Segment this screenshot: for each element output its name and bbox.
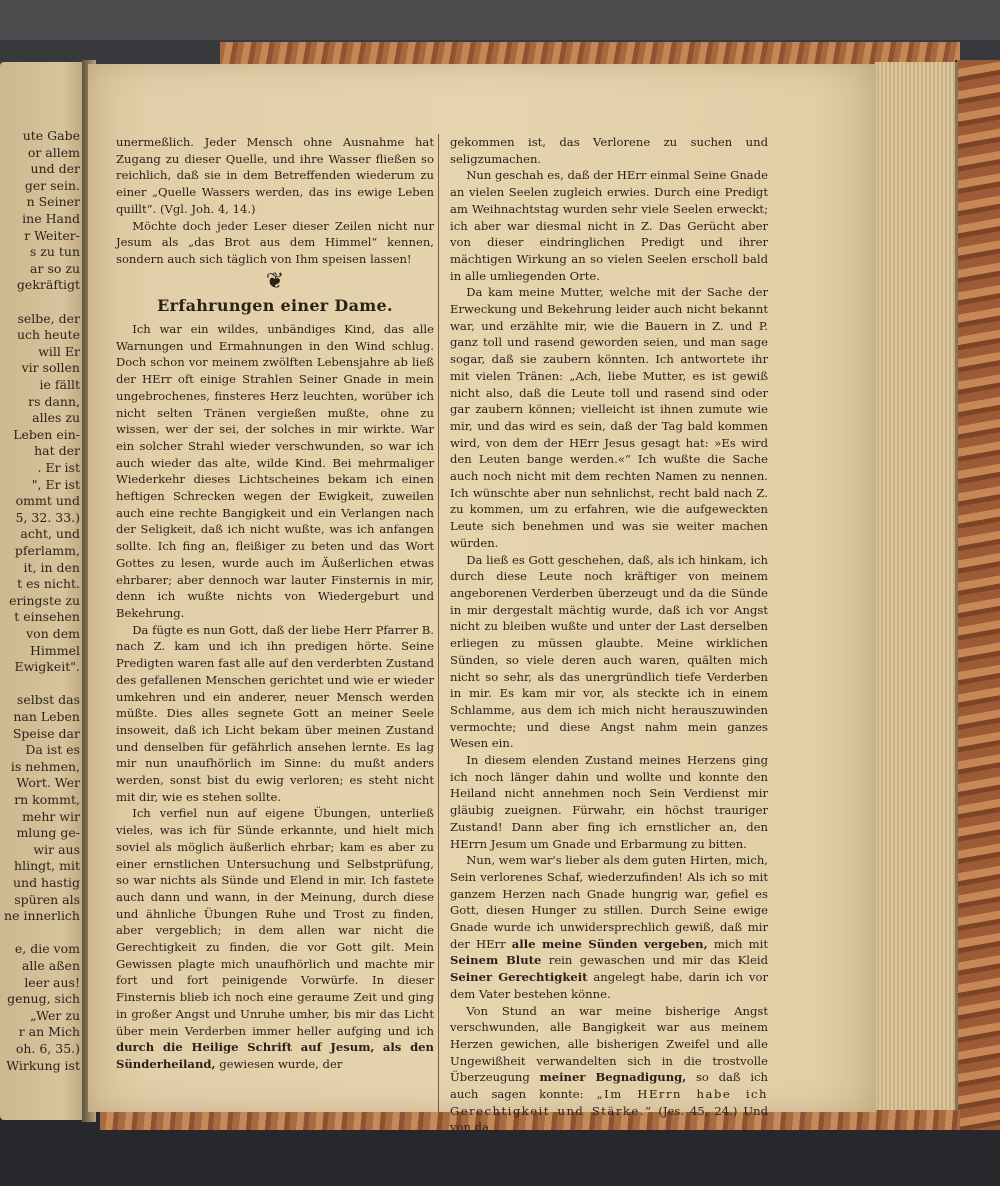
left-page-text-fragment: alles zu [32,410,80,426]
body-text: mich mit [713,936,768,951]
body-text: Ich verfiel nun auf eigene Übungen, unterließ vieles, was ich für Sünde erkannte, und hielt mich soviel als möglich äußerlich ehrbar; kam es aber zu einer ernstlichen Untersuchung und Selbstprüfung, so war nichts als Sünde und Elend in mir. Ich fastete auch dann und wann, in der Meinung, durch diese und ähnliche Übungen Ruhe und Trost zu finden, aber vergeblich; in dem allen war nicht die Gerechtigkeit zu finden, die vor Gott gilt. Mein Gewissen plagte mich unaufhörlich und machte mir fort und fort peinigende Vorwürfe. In dieser Finsternis blieb ich noch eine geraume Zeit und ging in großer Angst und Unruhe umher, bis mir das Licht über mein Verderben immer heller aufging und ich [116,806,434,1038]
book-cover-top-edge [220,42,960,66]
left-page-text-fragment: hlingt, mit [14,858,80,874]
left-page-text-fragment: Ewigkeit". [14,659,80,675]
left-page-text-fragment: Da ist es [25,742,80,758]
bold-phrase: durch die Heilige Schrift auf Jesum, [116,1040,375,1055]
left-page-text-fragment: nan Leben [13,709,80,724]
book-cover-right [955,60,1000,1130]
bold-phrase: alle meine Sünden vergeben, [511,936,708,951]
left-page-text-fragment: s zu tun [29,244,80,260]
body-text: rein gewaschen und mir das Kleid [548,953,769,968]
body-paragraph: Da kam meine Mutter, welche mit der Sache der Erweckung und Bekehrung leider auch nicht bekannt war, und erzählte mir, wie die Bauern in Z. und P. ganz toll und rasend geworden seien, und man sage sogar, daß sie zaubern könnten. Ich antwortete ihr mit vielen Tränen: „Ach, liebe Mutter, es ist gewiß nicht also, daß die Leute toll und rasend sind oder gar zaubern können; vielleicht ist ihnen zumute wie mir, und das wird es sein, daß der Tag bald kommen wird, von dem der HErr Jesus gesagt hat: »Es wird den Leuten bange werden.«“ Ich wußte die Sache auch noch nicht mit dem rechten Namen zu nennen. Ich wünschte aber nun sehnlichst, recht bald nach Z. zu kommen, um zu erfahren, wie die aufgeweckten Leute sich benehmen und was sie weiter machen würden. [450,285,768,550]
body-paragraph [116,805,434,1072]
left-page-text-fragment: uch heute [17,327,80,343]
left-page-text-fragment: mehr wir [22,808,80,824]
left-page-text-fragment: rs dann, [28,393,80,409]
left-page-text-fragment: von dem [26,626,80,641]
left-page-text-fragment: selbe, der [17,310,80,326]
left-page-text-fragment: e, die vom [14,941,80,957]
left-page-text-fragment: r Weiter- [24,227,80,243]
left-page-text-fragment: spüren als [14,891,80,907]
body-paragraph [450,1003,768,1137]
left-page-text-fragment: ", Er ist [31,476,80,492]
left-page-text-fragment: ine Hand [22,211,80,226]
left-page-text-fragment: Speise dar [12,725,80,741]
left-page-text-fragment: eringste zu [9,592,80,608]
left-page-text-fragment: selbst das [16,692,80,708]
bold-phrase: meiner Begnadigung, [539,1070,687,1085]
page-block-edge [875,62,958,1112]
left-page-text-fragment: hat der [34,443,80,459]
left-page-text-fragment: ne innerlich [4,908,80,924]
left-page-text-fragment: ger sein. [24,177,80,193]
left-page-text-fragment: vir sollen [21,360,80,376]
left-page-text-fragment: r an Mich [18,1024,80,1040]
body-paragraph: Da fügte es nun Gott, daß der liebe Herr Pfarrer B. nach Z. kam und ich ihn predigen hörte. Seine Predigten waren fast alle auf den verderbten Zustand des gefallenen Menschen gerichtet und wie er wieder umkehren und ein anderer, neuer Mensch werden müßte. Dies alles segnete Gott an meiner Seele insoweit, daß ich Licht bekam über meinen Zustand und denselben für gefährlich ansehen lernte. Es lag mir nun unaufhörlich im Sinne: du mußt anders werden, sonst bist du ewig verloren; es steht nicht mit dir, wie es stehen sollte. [116,622,434,804]
left-page-text-fragment: is nehmen, [10,758,80,774]
fleuron-ornament-icon: ❦ [265,268,285,294]
body-paragraph: gekommen ist, das Verlorene zu suchen und seligzumachen. [450,135,768,166]
left-page-text-fragment: oh. 6, 35.) [15,1041,80,1056]
left-page-text-fragment: ar so zu [30,260,80,276]
left-page-fragment [0,62,90,1120]
bold-phrase: als den Sünderheiland, [116,1040,434,1071]
left-page-text-fragment: gekräftigt [16,277,80,293]
left-page-text-fragment: genug, sich [7,991,80,1007]
left-page-text-fragment: t es nicht. [17,576,80,592]
bold-phrase: Seinem Blute [450,953,542,968]
left-page-text-fragment: ie fällt [39,377,80,392]
intro-paragraph: Möchte doch jeder Leser dieser Zeilen nicht nur Jesum als „das Brot aus dem Himmel“ kennen, sondern auch sich täglich von Ihm speisen lassen! [116,218,434,266]
body-paragraph: Ich war ein wildes, unbändiges Kind, das alle Warnungen und Ermahnungen in den Wind schlug. Doch schon vor meinem zwölften Lebensjahre ab ließ der HErr oft einige Strahlen Seiner Gnade in mein ungebrochenes, finsteres Herz leuchten, worüber ich nicht selten Tränen vergießen mußte, ohne zu wissen, wer der sei, der solches in mir wirkte. War ein solcher Strahl wieder verschwunden, so war ich auch wieder das alte, wilde Kind. Bei mehrmaliger Wiederkehr dieses Lichtscheines bekam ich einen heftigen Schrecken wegen der Ewigkeit, zuweilen auch eine rechte Bangigkeit und ein Verlangen nach der Seligkeit, daß ich nicht wußte, was ich anfangen sollte. Ich fing an, fleißiger zu beten und das Wort Gottes zu lesen, wurde auch im Äußerlichen etwas ehrbarer; aber dennoch war lauter Finsternis in mir, denn ich wußte nichts von Wiedergeburt und Bekehrung. [116,322,434,620]
body-text: Von Stund an war meine bisherige Angst verschwunden, alle Bangigkeit war aus meinem Herzen gewichen, alle bisherigen Zweifel und alle Ungewißheit verwandelten sich in die trostvolle Überzeugung [450,1003,768,1085]
left-page-text-fragment: und hastig [12,875,80,890]
right-page [88,64,876,1135]
left-page-text-fragment: it, in den [23,559,80,575]
left-page-text-fragment: rn kommt, [14,792,80,807]
left-page-text-fragment: Wirkung ist [6,1057,80,1073]
left-page-text-fragment: n Seiner [26,194,80,210]
left-page-text-fragment: acht, und [20,526,80,542]
left-page-text-fragment: mlung ge- [16,825,80,841]
table-surface [0,0,1000,40]
left-page-text-fragment: will Er [38,343,80,359]
body-text: Nun, wem war's lieber als dem guten Hirten, mich, Sein verlorenes Schaf, wiederzufinden! Als ich so mit ganzem Herzen nach Gnade hungrig war, gefiel es Gott, diesen Hunger zu stillen. Durch Seine ewige Gnade wurde ich unwidersprechlich gewiß, daß mir der HErr [450,853,768,951]
body-paragraph [450,852,768,1002]
left-page-text-fragment: Wort. Wer [16,775,80,791]
left-page-text-fragment: pferlamm, [14,543,80,558]
left-column [116,134,434,1073]
body-paragraph: Nun geschah es, daß der HErr einmal Seine Gnade an vielen Seelen zugleich erwies. Durch eine Predigt am Weihnachtstag wurden sehr viele Seelen erweckt; ich aber war diesmal nicht in Z. Das Gerücht aber von dieser eindringlichen Predigt und ihrer mächtigen Wirkung an so vielen Seelen erscholl bald in alle umliegenden Orte. [450,168,768,283]
right-column [450,134,768,1136]
intro-paragraph: unermeßlich. Jeder Mensch ohne Ausnahme hat Zugang zu dieser Quelle, und ihre Wasser fließen so reichlich, daß sie in dem Betreffenden wiederum zu einer „Quelle Wassers werden, das ins ewige Leben quillt“. (Vgl. Joh. 4, 14.) [116,135,434,216]
left-page-text-fragment: leer aus! [24,974,80,990]
body-paragraph: Da ließ es Gott geschehen, daß, als ich hinkam, ich durch diese Leute noch kräftiger von meinem angeborenen Verderben überzeugt und da die Sünde in mir dergestalt mächtig wurde, daß ich vor Angst nicht zu bleiben wußte und unter der Last derselben erliegen zu müssen glaubte. Meine wirklichen Sünden, so viele deren auch waren, quälten mich nicht so sehr, als das unergründlich tiefe Verderben in mir. Es kam mir vor, als steckte ich in einem Schlamme, aus dem ich mich nicht herauszuwinden vermochte; und diese Angst nahm mein ganzes Wesen ein. [450,552,768,751]
body-text: angelegt habe, darin ich vor dem Vater bestehen könne. [450,970,768,1001]
left-page-text-fragment: . Er ist [37,460,80,475]
left-page-text-fragment: 5, 32. 33.) [15,509,80,525]
left-page-text-fragment: t einsehen [14,609,80,625]
article-title: Erfahrungen einer Dame. [157,296,393,316]
body-paragraph: In diesem elenden Zustand meines Herzens ging ich noch länger dahin und wollte und konnte den Heiland nicht annehmen noch Sein Verdienst mir gläubig zueignen. Fürwahr, ein höchst trauriger Zustand! Dann aber fing ich ernstlicher an, den HErrn Jesum um Gnade und Erbarmung zu bitten. [450,753,768,851]
left-page-text-fragment: und der [30,161,80,177]
spaced-quote: „Im HErrn habe ich Gerechtigkeit und Stärke.“ [450,1087,768,1118]
left-page-text-fragment: ute Gabe [22,128,80,143]
body-text: (Jes. 45, 24.) Und von da [450,1103,769,1135]
column-divider [438,134,439,1114]
left-page-text-fragment: ommt und [15,493,80,509]
left-page-text-fragment: Leben ein- [13,426,80,442]
left-page-text-fragment: Himmel [30,642,80,658]
left-page-text-fragment: „Wer zu [30,1007,80,1023]
left-page-text-fragment: or allem [27,144,80,160]
left-page-text-fragment: alle aßen [21,958,80,973]
left-page-text-fragment: wir aus [33,841,80,857]
body-text: gewiesen wurde, der [219,1056,343,1071]
body-text: so daß ich auch sagen konnte: [450,1070,768,1102]
bold-phrase: Seiner Gerechtigkeit [450,970,588,985]
